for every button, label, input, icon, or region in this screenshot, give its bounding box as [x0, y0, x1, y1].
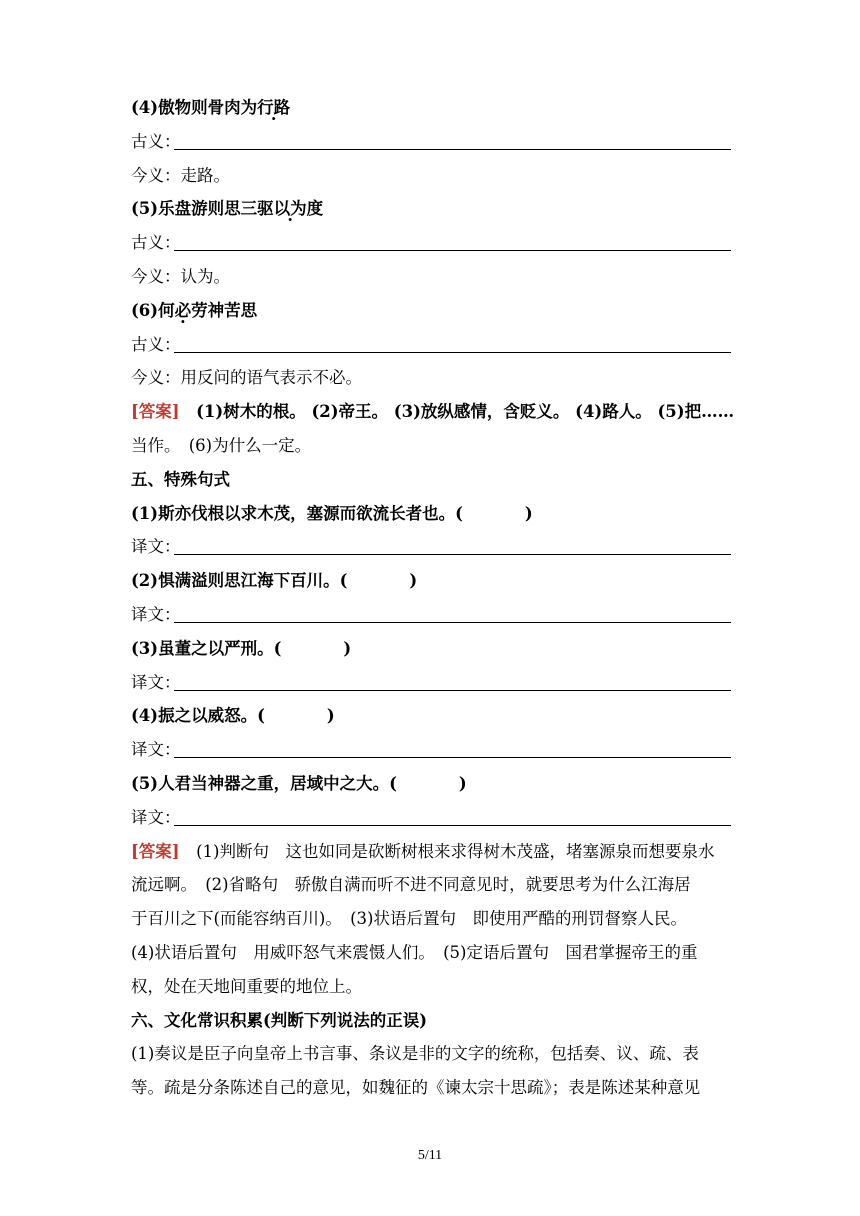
- yi-wen-label: 译文：: [131, 672, 181, 692]
- q5-dotted-word: 以为: [273, 199, 307, 219]
- close-paren: ): [326, 706, 335, 726]
- answer-blank[interactable]: [174, 540, 731, 555]
- close-paren: ): [524, 503, 533, 523]
- answer-2-line-4: (4)状语后置句 用威吓怒气来震慑人们。 (5)定语后置句 国君掌握帝王的重: [131, 942, 698, 962]
- answer-tag: [答案]: [131, 402, 180, 422]
- answer-blank[interactable]: [174, 338, 731, 353]
- section-6-heading: 六、文化常识积累(判断下列说法的正误): [131, 1010, 428, 1030]
- question-5: [131, 199, 731, 219]
- answer-2-line-2: 流远啊。 (2)省略句 骄傲自满而听不进不同意见时，就要思考为什么江海居: [131, 875, 691, 895]
- close-paren: ): [409, 571, 418, 591]
- q6-dotted-word: 必: [174, 300, 192, 320]
- answer-1-line-2: 当作。 (6)为什么一定。: [131, 435, 312, 455]
- q6-text: (6)何: [131, 300, 175, 320]
- yi-wen-label: 译文：: [131, 740, 181, 760]
- yi-wen-label: 译文：: [131, 807, 181, 827]
- section-6-line-1: (1)奏议是臣子向皇帝上书言事、条议是非的文字的统称，包括奏、议、疏、表: [131, 1044, 699, 1064]
- yi-wen-line-4: [131, 740, 731, 760]
- question-4: [131, 98, 731, 118]
- gu-yi-line-6: [131, 335, 731, 355]
- yi-wen-line-2: [131, 605, 731, 625]
- question-6: [131, 301, 731, 321]
- document-body: [131, 98, 735, 1112]
- close-paren: ): [343, 638, 352, 658]
- answer-2-line-5: 权，处在天地间重要的地位上。: [131, 976, 362, 996]
- q5-text-post: 度: [306, 199, 324, 219]
- yi-wen-line-1: [131, 537, 731, 557]
- sentence-3: [131, 639, 731, 659]
- gu-yi-label: 古义：: [131, 233, 181, 253]
- yi-wen-label: 译文：: [131, 537, 181, 557]
- answer-blank[interactable]: [174, 135, 731, 150]
- sentence-2: [131, 571, 731, 591]
- q6-text-post: 劳神苦思: [191, 300, 258, 320]
- answer-blank[interactable]: [174, 743, 731, 758]
- sentence-3-text: (3)虽董之以严刑。(: [131, 638, 282, 658]
- sentence-2-text: (2)惧满溢则思江海下百川。(: [131, 571, 348, 591]
- answer-blank[interactable]: [174, 236, 731, 251]
- jin-yi-6: 今义：用反问的语气表示不必。: [131, 368, 362, 388]
- sentence-5: [131, 774, 731, 794]
- answer-1-line-1: [131, 402, 735, 422]
- answer-blank[interactable]: [174, 676, 731, 691]
- answer-text: (1)树木的根。 (2)帝王。 (3)放纵感情，含贬义。 (4)路人。 (5)把……: [196, 402, 735, 422]
- sentence-1: [131, 504, 731, 524]
- q5-text: (5)乐盘游则思三驱: [131, 199, 274, 219]
- answer-text: (1)判断句 这也如同是砍断树根来求得树木茂盛，堵塞源泉而想要泉水: [196, 841, 715, 861]
- close-paren: ): [458, 773, 467, 793]
- sentence-4: [131, 706, 731, 726]
- answer-2-line-1: [131, 842, 731, 862]
- yi-wen-line-3: [131, 673, 731, 693]
- jin-yi-5: 今义：认为。: [131, 266, 230, 286]
- section-5-heading: 五、特殊句式: [131, 469, 230, 489]
- jin-yi-4: 今义：走路。: [131, 165, 230, 185]
- answer-blank[interactable]: [174, 811, 731, 826]
- gu-yi-label: 古义：: [131, 334, 181, 354]
- gu-yi-label: 古义：: [131, 131, 181, 151]
- answer-2-line-3: 于百川之下(而能容纳百川)。 (3)状语后置句 即使用严酷的刑罚督察人民。: [131, 909, 687, 929]
- sentence-4-text: (4)振之以威怒。(: [131, 706, 265, 726]
- q4-dotted-word: 行路: [257, 98, 291, 117]
- yi-wen-line-5: [131, 808, 731, 828]
- yi-wen-label: 译文：: [131, 604, 181, 624]
- answer-tag: [答案]: [131, 841, 180, 861]
- gu-yi-line-4: [131, 132, 731, 152]
- sentence-5-text: (5)人君当神器之重，居域中之大。(: [131, 773, 397, 793]
- sentence-1-text: (1)斯亦伐根以求木茂，塞源而欲流长者也。(: [131, 503, 463, 523]
- answer-blank[interactable]: [174, 608, 731, 623]
- q4-text: (4)傲物则骨肉为: [131, 98, 258, 117]
- gu-yi-line-5: [131, 233, 731, 253]
- section-6-line-2: 等。疏是分条陈述自己的意见，如魏征的《谏太宗十思疏》；表是陈述某种意见: [131, 1078, 701, 1098]
- page-number: 5/11: [417, 1148, 443, 1163]
